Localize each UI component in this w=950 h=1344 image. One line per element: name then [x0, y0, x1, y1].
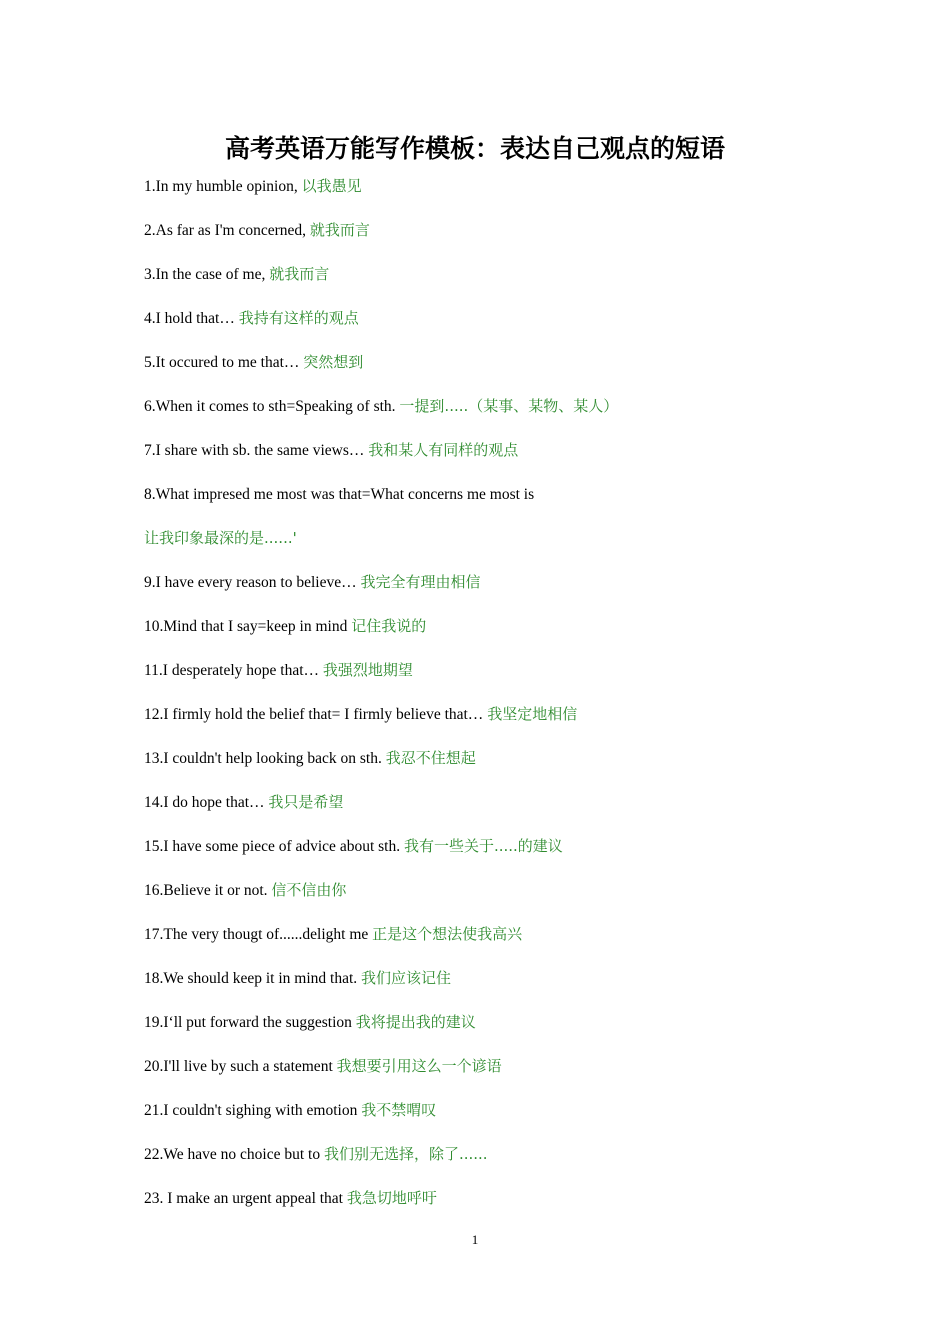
phrase-line: [144, 879, 844, 923]
chinese-translation: 以我愚见: [301, 177, 362, 195]
chinese-translation: 我持有这样的观点: [238, 309, 359, 327]
english-phrase: 5.It occured to me that…: [144, 354, 304, 371]
phrase-line: [144, 1055, 844, 1099]
phrase-line: [144, 175, 844, 219]
chinese-translation: 我将提出我的建议: [355, 1013, 476, 1031]
phrase-line: [144, 571, 844, 615]
chinese-translation: 让我印象最深的是......': [144, 529, 297, 547]
chinese-translation: 我忍不住想起: [385, 749, 476, 767]
chinese-translation: 我有一些关于.....的建议: [403, 837, 563, 855]
chinese-translation: 我完全有理由相信: [360, 573, 481, 591]
phrase-line: [144, 1011, 844, 1055]
english-phrase: 2.As far as I'm concerned,: [144, 222, 310, 239]
chinese-translation: 我们应该记住: [361, 969, 452, 987]
phrase-line: [144, 747, 844, 791]
english-phrase: 12.I firmly hold the belief that= I firmly believe that…: [144, 706, 488, 723]
phrase-line: [144, 791, 844, 835]
phrase-line: [144, 1099, 844, 1143]
english-phrase: 1.In my humble opinion,: [144, 178, 302, 195]
page-title: 高考英语万能写作模板：表达自己观点的短语: [224, 134, 725, 163]
english-phrase: 14.I do hope that…: [144, 794, 269, 811]
phrase-line: [144, 1143, 844, 1187]
phrase-line: [144, 923, 844, 967]
english-phrase: 10.Mind that I say=keep in mind: [144, 618, 352, 635]
chinese-translation: 一提到.....（某事、某物、某人）: [399, 397, 619, 415]
chinese-translation: 我急切地呼吁: [346, 1189, 437, 1207]
phrase-line: [144, 703, 844, 747]
chinese-translation: 记住我说的: [351, 617, 427, 635]
phrase-line: [144, 219, 844, 263]
english-phrase: 23. I make an urgent appeal that: [144, 1190, 347, 1207]
chinese-translation: 信不信由你: [271, 881, 347, 899]
english-phrase: 20.I'll live by such a statement: [144, 1058, 337, 1075]
english-phrase: 9.I have every reason to believe…: [144, 574, 361, 591]
english-phrase: 22.We have no choice but to: [144, 1146, 324, 1163]
english-phrase: 13.I couldn't help looking back on sth.: [144, 750, 386, 767]
phrase-line: [144, 395, 844, 439]
english-phrase: 16.Believe it or not.: [144, 882, 272, 899]
phrase-list: [144, 175, 844, 1231]
english-phrase: 18.We should keep it in mind that.: [144, 970, 362, 987]
english-phrase: 11.I desperately hope that…: [144, 662, 323, 679]
phrase-line: [144, 1187, 844, 1231]
english-phrase: 6.When it comes to sth=Speaking of sth.: [144, 398, 400, 415]
phrase-line: [144, 307, 844, 351]
page-number: 1: [471, 1232, 479, 1247]
chinese-translation: 就我而言: [269, 265, 330, 283]
english-phrase: 19.I‘ll put forward the suggestion: [144, 1014, 356, 1031]
chinese-translation: 我们别无选择，除了......: [323, 1145, 488, 1163]
chinese-translation: 我强烈地期望: [322, 661, 413, 679]
phrase-line: [144, 351, 844, 395]
english-phrase: 8.What impresed me most was that=What concerns me most is: [144, 486, 535, 503]
english-phrase: 21.I couldn't sighing with emotion: [144, 1102, 362, 1119]
chinese-translation: 我想要引用这么一个谚语: [336, 1057, 502, 1075]
chinese-translation: 我只是希望: [268, 793, 344, 811]
chinese-translation: 我和某人有同样的观点: [368, 441, 519, 459]
phrase-line: [144, 439, 844, 483]
chinese-translation: 就我而言: [309, 221, 370, 239]
phrase-line: [144, 483, 844, 527]
chinese-translation: 正是这个想法使我高兴: [372, 925, 523, 943]
phrase-line: [144, 527, 844, 571]
phrase-line: [144, 967, 844, 1011]
phrase-line: [144, 615, 844, 659]
chinese-translation: 突然想到: [303, 353, 364, 371]
english-phrase: 17.The very thougt of......delight me: [144, 926, 373, 943]
english-phrase: 15.I have some piece of advice about sth.: [144, 838, 404, 855]
phrase-line: [144, 263, 844, 307]
english-phrase: 3.In the case of me,: [144, 266, 270, 283]
phrase-line: [144, 659, 844, 703]
english-phrase: 7.I share with sb. the same views…: [144, 442, 369, 459]
chinese-translation: 我不禁喟叹: [361, 1101, 437, 1119]
english-phrase: 4.I hold that…: [144, 310, 239, 327]
chinese-translation: 我坚定地相信: [487, 705, 578, 723]
phrase-line: [144, 835, 844, 879]
